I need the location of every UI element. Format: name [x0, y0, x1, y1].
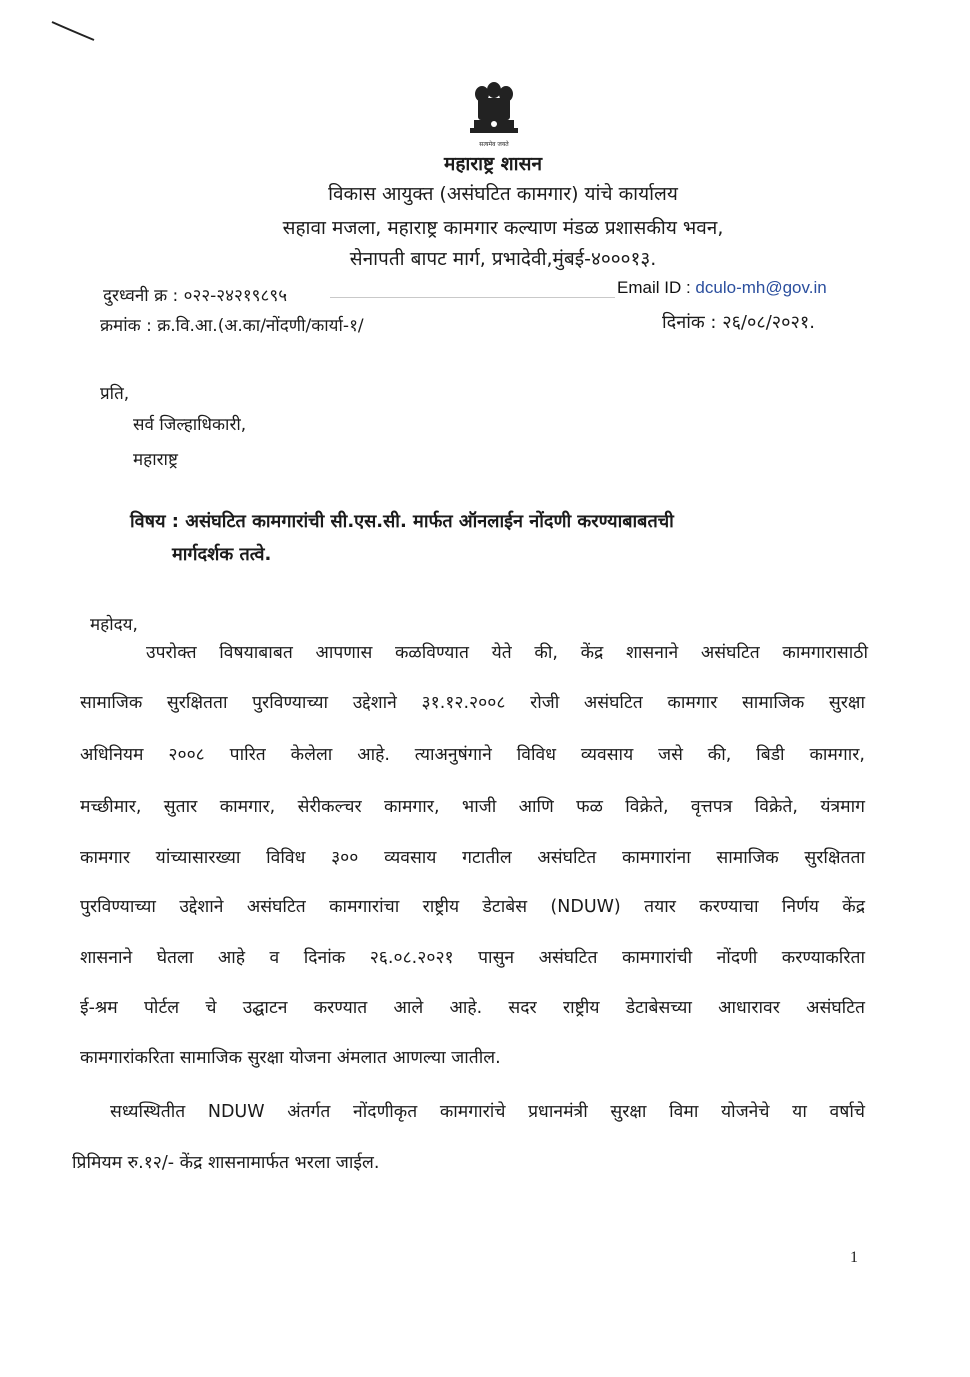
- paragraph-2-line: सध्यस्थितीत NDUW अंतर्गत नोंदणीकृत कामगारांचे प्रधानमंत्री सुरक्षा विमा योजनेचे या वर्षाचे: [110, 1102, 865, 1122]
- paragraph-1-line: शासनाने घेतला आहे व दिनांक २६.०८.२०२१ पासुन असंघटित कामगारांची नोंदणी करण्याकरिता: [80, 948, 865, 968]
- email-label: Email ID :: [617, 278, 691, 297]
- pen-mark: [50, 18, 98, 44]
- office-name: विकास आयुक्त (असंघटित कामगार) यांचे कार्यालय: [328, 183, 678, 205]
- divider-line: [330, 297, 615, 298]
- paragraph-1-line: ई-श्रम पोर्टल चे उद्घाटन करण्यात आले आहे. सदर राष्ट्रीय डेटाबेसच्या आधारावर असंघटित: [80, 998, 865, 1018]
- paragraph-1-line: पुरविण्याच्या उद्देशाने असंघटित कामगारांचा राष्ट्रीय डेटाबेस (NDUW) तयार करण्याचा निर्णय केंद्र: [80, 897, 865, 917]
- email-block: [617, 278, 827, 298]
- page-number: 1: [850, 1249, 858, 1266]
- paragraph-1-line: कामगार यांच्यासारख्या विविध ३०० व्यवसाय गटातील असंघटित कामगारांना सामाजिक सुरक्षितता: [80, 848, 865, 868]
- subject-line-1: विषय : असंघटित कामगारांची सी.एस.सी. मार्फत ऑनलाईन नोंदणी करण्याबाबतची: [130, 511, 674, 532]
- government-name: महाराष्ट्र शासन: [443, 153, 542, 175]
- email-link[interactable]: dculo-mh@gov.in: [695, 278, 827, 297]
- recipient-line-2: महाराष्ट्र: [133, 450, 178, 470]
- salutation: महोदय,: [90, 615, 138, 635]
- reference-number: क्रमांक : क्र.वि.आ.(अ.का/नोंदणी/कार्या-१/: [100, 316, 364, 336]
- paragraph-1-line: अधिनियम २००८ पारित केलेला आहे. त्याअनुषंगाने विविध व्यवसाय जसे की, बिडी कामगार,: [80, 745, 865, 765]
- recipient-line-1: सर्व जिल्हाधिकारी,: [133, 415, 247, 435]
- ashoka-emblem-icon: [458, 78, 530, 150]
- phone-number: दुरध्वनी क्र : ०२२-२४२१९८९५: [103, 286, 288, 306]
- paragraph-1-line: उपरोक्त विषयाबाबत आपणास कळविण्यात येते की, केंद्र शासनाने असंघटित कामगारासाठी: [146, 643, 868, 663]
- paragraph-1-line: सामाजिक सुरक्षितता पुरविण्याच्या उद्देशाने ३१.१२.२००८ रोजी असंघटित कामगार सामाजिक सुरक्षा: [80, 693, 865, 713]
- paragraph-1-line: कामगारांकरिता सामाजिक सुरक्षा योजना अंमलात आणल्या जातील.: [80, 1048, 501, 1068]
- letter-date: दिनांक : २६/०८/२०२१.: [662, 312, 815, 333]
- address-line-1: सहावा मजला, महाराष्ट्र कामगार कल्याण मंडळ प्रशासकीय भवन,: [282, 217, 724, 239]
- paragraph-1-line: मच्छीमार, सुतार कामगार, सेरीकल्चर कामगार, भाजी आणि फळ विक्रेते, वृत्तपत्र विक्रेते, यंत्रमाग: [80, 797, 865, 817]
- paragraph-2-line: प्रिमियम रु.१२/- केंद्र शासनामार्फत भरला जाईल.: [72, 1153, 380, 1173]
- recipient-to: प्रति,: [100, 384, 130, 404]
- address-line-2: सेनापती बापट मार्ग, प्रभादेवी,मुंबई-४०००१३.: [349, 248, 657, 270]
- subject-line-2: मार्गदर्शक तत्वे.: [172, 544, 272, 565]
- emblem-caption: सत्यमेव जयते: [479, 141, 509, 148]
